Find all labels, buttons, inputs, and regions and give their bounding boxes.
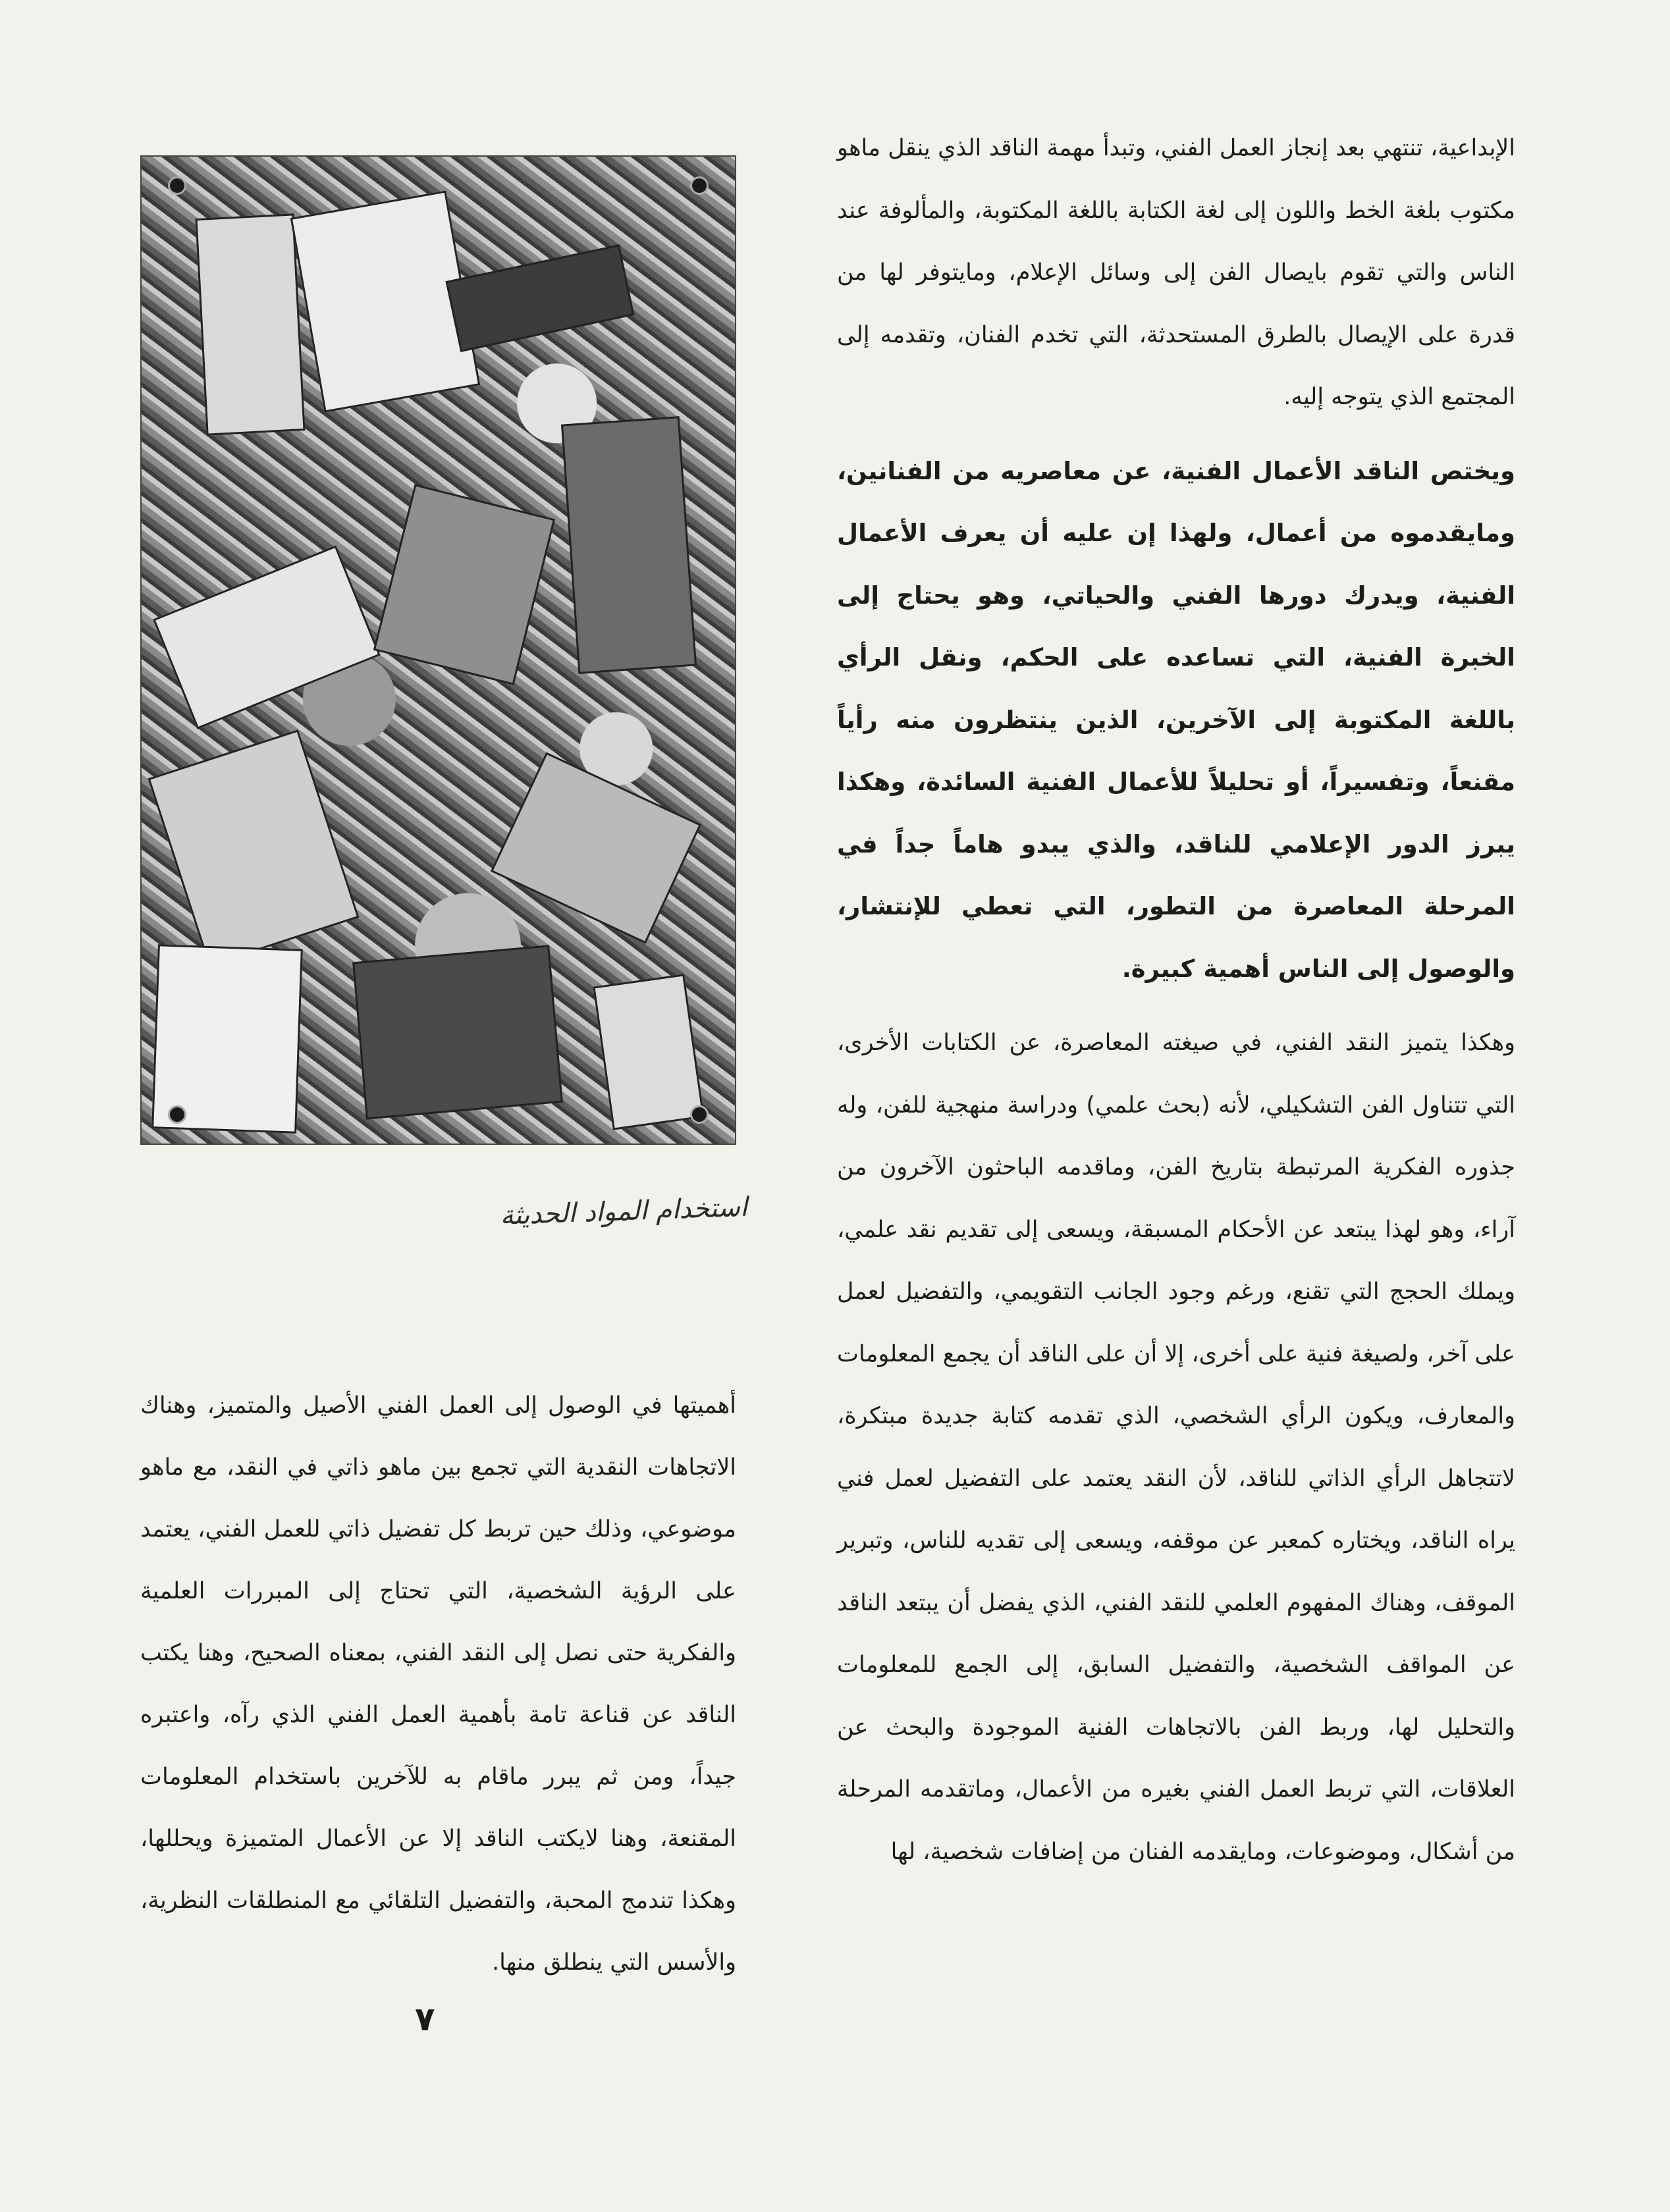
paragraph-4: أهميتها في الوصول إلى العمل الفني الأصيل والمتميز، وهناك الاتجاهات النقدية التي تجمع بين ماهو ذاتي في النقد، مع ماهو موضوعي، وذلك حين تربط كل تفضيل ذاتي للعمل الفني، يعتمد على الرؤية الشخصية، التي تحتاج إلى المبررات العلمية والفكرية حتى نصل إلى النقد الفني، بمعناه الصحيح، وهنا يكتب الناقد عن قناعة تامة بأهمية العمل الفني الذي رآه، واعتبره جيداً، ومن ثم يبرر ماقام به للآخرين باستخدام المعلومات المقنعة، وهنا لايكتب الناقد إلا عن الأعمال المتميزة ويحللها، وهكذا تندمج المحبة، والتفضيل التلقائي مع المنطلقات النظرية، والأسس التي ينطلق منها.	[140, 1392, 736, 1976]
figure-caption: استخدام المواد الحديثة	[499, 1192, 748, 1231]
screw-icon	[690, 176, 709, 195]
page-number: ٧	[415, 2000, 435, 2038]
screw-icon	[168, 1105, 186, 1124]
photo-detail	[593, 974, 704, 1130]
paragraph-1: الإبداعية، تنتهي بعد إنجاز العمل الفني، وتبدأ مهمة الناقد الذي ينقل ماهو مكتوب بلغة الخط واللون إلى لغة الكتابة باللغة المكتوبة، والمألوفة عند الناس والتي تقوم بايصال الفن إلى وسائل الإعلام، ومايتوفر لها من قدرة على الإيصال بالطرق المستحدثة، التي تخدم الفنان، وتقدمه إلى المجتمع الذي يتوجه إليه.	[837, 135, 1515, 410]
screw-icon	[690, 1105, 709, 1124]
photo-detail	[561, 416, 697, 674]
photo-detail	[352, 945, 563, 1119]
paragraph-2-bold: ويختص الناقد الأعمال الفنية، عن معاصريه من الفنانين، ومايقدموه من أعمال، ولهذا إن عليه أن يعرف الأعمال الفنية، ويدرك دورها الفني والحياتي، وهو يحتاج إلى الخبرة الفنية، التي تساعده على الحكم، ونقل الرأي باللغة المكتوبة إلى الآخرين، الذين ينتظرون منه رأياً مقنعاً، وتفسيراً، أو تحليلاً للأعمال الفنية السائدة، وهكذا يبرز الدور الإعلامي للناقد، والذي يبدو هاماً جداً في المرحلة المعاصرة من التطور، التي تعطي للإنتشار، والوصول إلى الناس أهمية كبيرة.	[837, 456, 1515, 983]
left-text-column	[140, 1375, 736, 1993]
photo-detail	[195, 213, 305, 435]
photo-detail	[373, 484, 555, 685]
photo-detail	[446, 244, 635, 352]
artwork-photo	[140, 155, 736, 1145]
right-text-column	[837, 117, 1515, 1895]
photo-detail	[148, 729, 360, 966]
photo-detail	[153, 545, 381, 729]
photo-detail	[491, 752, 701, 943]
screw-icon	[168, 176, 186, 195]
paragraph-3: وهكذا يتميز النقد الفني، في صيغته المعاصرة، عن الكتابات الأخرى، التي تتناول الفن التشكيلي، لأنه (بحث علمي) ودراسة منهجية للفن، وله جذوره الفكرية المرتبطة بتاريخ الفن، وماقدمه الباحثون الآخرون من آراء، وهو لهذا يبتعد عن الأحكام المسبقة، ويسعى إلى تقديم نقد علمي، ويملك الحجج التي تقنع، ورغم وجود الجانب التقويمي، والتفضيل لعمل على آخر، ولصيغة فنية على أخرى، إلا أن على الناقد أن يجمع المعلومات والمعارف، ويكون الرأي الشخصي، الذي تقدمه كتابة جديدة مبتكرة، لاتتجاهل الرأي الذاتي للناقد، لأن النقد يعتمد على التفضيل لعمل فني يراه الناقد، ويختاره كمعبر عن موقفه، ويسعى إلى تقديه للناس، وتبرير الموقف، وهناك المفهوم العلمي للنقد الفني، الذي يفضل أن يبتعد الناقد عن المواقف الشخصية، والتفضيل السابق، إلى الجمع للمعلومات والتحليل لها، وربط الفن بالاتجاهات الفنية الموجودة والبحث عن العلاقات، التي تربط العمل الفني بغيره من الأعمال، وماتقدمه المرحلة من أشكال، وموضوعات، ومايقدمه الفنان من إضافات شخصية، لها	[837, 1030, 1515, 1865]
